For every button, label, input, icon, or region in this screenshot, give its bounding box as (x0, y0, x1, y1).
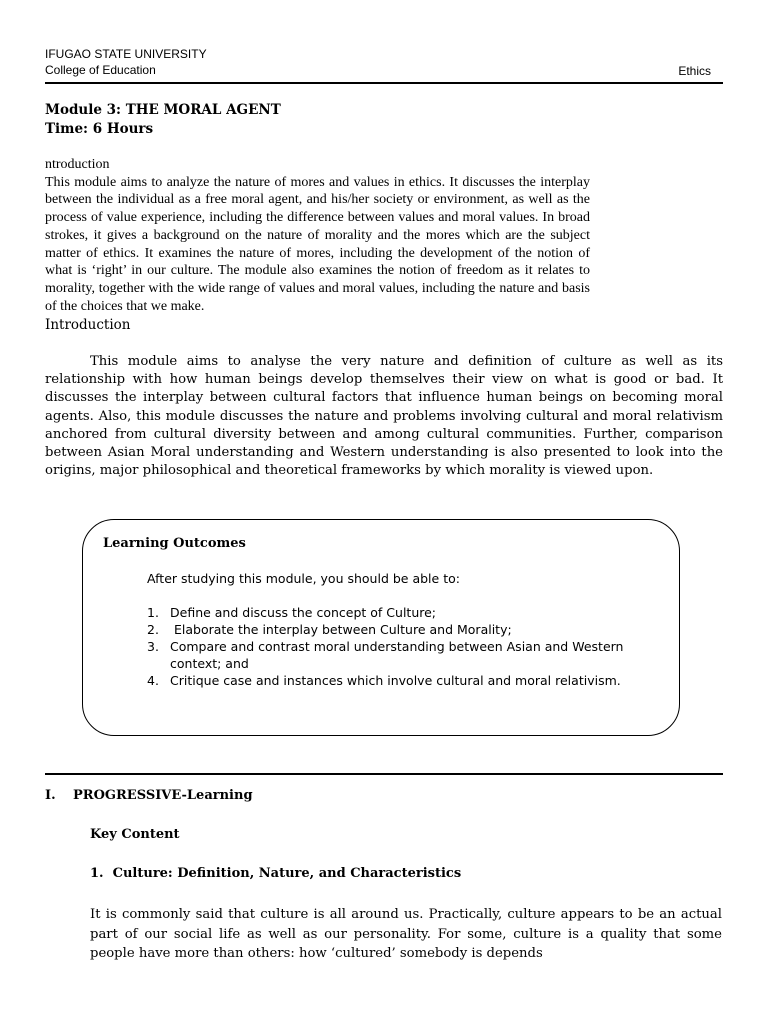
intro-draft-heading: ntroduction (45, 157, 110, 172)
section-divider (45, 773, 723, 775)
introduction-paragraph: This module aims to analyse the very nature and definition of culture as well as its relationship with how human beings develop themselves their view on what is good or bad. It discusses the interplay between cultural factors that influence human beings on becoming moral agents. Also, this module discusses the nature and problems involving cultural and moral relativism anchored from cultural diversity between and among cultural communities. Further, comparison between Asian Moral understanding and Western understanding is also presented to look into the origins, major philosophical and theoretical frameworks by which morality is viewed upon. (45, 354, 723, 479)
outcome-number: 3. (147, 639, 159, 654)
outcome-item (147, 638, 667, 672)
learning-outcomes-list (147, 604, 667, 689)
section-number: I. (45, 788, 56, 803)
key-content-heading: Key Content (90, 827, 180, 842)
module-heading (45, 101, 281, 139)
section-title: PROGRESSIVE-Learning (73, 788, 253, 803)
outcome-text: Define and discuss the concept of Culture; (170, 605, 437, 620)
outcome-text: Elaborate the interplay between Culture and Morality; (170, 622, 512, 637)
introduction-heading: Introduction (45, 317, 131, 333)
intro-draft-paragraph: This module aims to analyze the nature of mores and values in ethics. It discusses the interplay between the individual as a free moral agent, and his/her society or environment, as well as the process of value experience, including the difference between values and moral values. In broad strokes, it gives a background on the nature of morality and the mores which are the subject matter of ethics. It examines the nature of mores, including the development of the notion of what is ‘right’ in our culture. The module also examines the notion of freedom as it relates to morality, together with the wide range of values and moral values, including the nature and basis of the choices that we make. (45, 174, 590, 314)
university-name: IFUGAO STATE UNIVERSITY (45, 47, 207, 61)
learning-outcomes-lead: After studying this module, you should be able to: (147, 571, 460, 586)
outcome-number: 1. (147, 605, 159, 620)
outcome-number: 4. (147, 673, 159, 688)
header-divider (45, 82, 723, 84)
document-header (45, 46, 207, 78)
outcome-item (147, 604, 667, 621)
outcome-item (147, 621, 667, 638)
outcome-text: Compare and contrast moral understanding between Asian and Western context; and (170, 639, 624, 671)
outcome-number: 2. (147, 622, 159, 637)
topic-heading: 1. Culture: Definition, Nature, and Characteristics (90, 866, 462, 881)
module-time: Time: 6 Hours (45, 121, 154, 137)
learning-outcomes-title: Learning Outcomes (103, 536, 246, 551)
college-name: College of Education (45, 63, 156, 77)
subject-name: Ethics (678, 64, 711, 78)
intro-draft-section (45, 156, 590, 315)
outcome-item (147, 672, 667, 689)
module-title: Module 3: THE MORAL AGENT (45, 102, 281, 118)
topic-paragraph: It is commonly said that culture is all around us. Practically, culture appears to be an actual part of our social life as well as our personality. For some, culture is a quality that some people have more than others: how ‘cultured’ somebody is depends (90, 907, 722, 961)
outcome-text: Critique case and instances which involve cultural and moral relativism. (170, 673, 621, 688)
